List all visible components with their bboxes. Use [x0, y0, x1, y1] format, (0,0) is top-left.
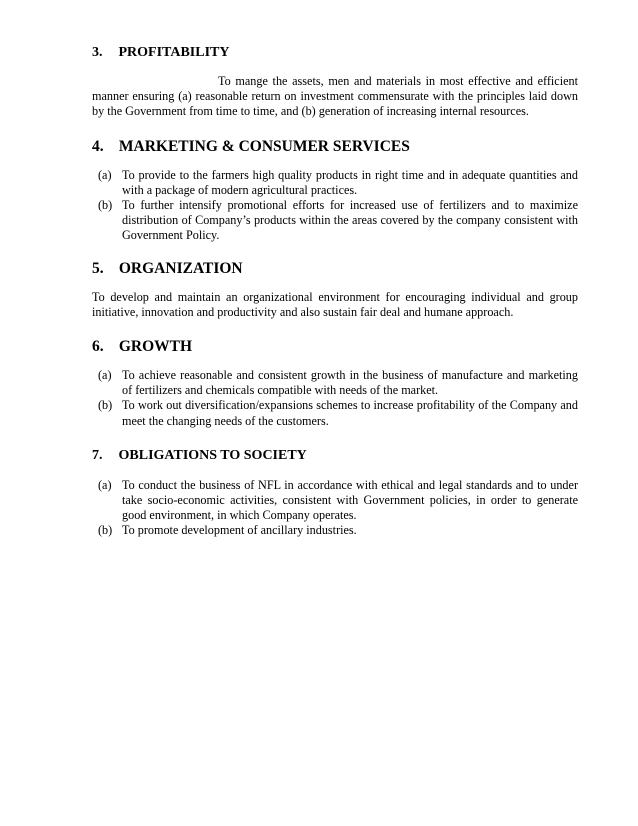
item-text: To promote development of ancillary industries.: [122, 523, 357, 538]
section-number: 5.: [92, 259, 104, 277]
section-organization: [92, 260, 578, 320]
section-number: 3.: [92, 45, 103, 60]
item-marker: (b): [98, 198, 113, 213]
section-title: OBLIGATIONS TO SOCIETY: [118, 447, 307, 463]
item-marker: (b): [98, 523, 113, 538]
section-profitability: [92, 44, 578, 120]
document-page: [92, 44, 578, 539]
list-item: [98, 523, 578, 538]
section-heading: [92, 447, 578, 465]
item-marker: (b): [98, 398, 113, 413]
section-title: GROWTH: [118, 338, 193, 356]
item-text: To achieve reasonable and consistent growth in the business of manufacture and marketing of fertilizers and chemicals compatible with needs of the market.: [122, 368, 578, 398]
section-title: MARKETING & CONSUMER SERVICES: [118, 137, 410, 155]
item-marker: (a): [98, 477, 112, 492]
section-heading: [92, 138, 578, 156]
section-paragraph: To mange the assets, men and materials in most effective and efficient manner ensuring (a) reasonable return on investment commensurate with the principles laid down by the Government from time to time, and (b) generation of increasing internal resources.: [92, 74, 578, 119]
item-marker: (a): [98, 368, 112, 383]
item-list: [92, 478, 578, 539]
list-item: [98, 168, 578, 198]
list-item: [98, 368, 578, 398]
item-text: To further intensify promotional efforts for increased use of fertilizers and to maximize distribution of Company’s products within the areas covered by the company consistent with Government Policy.: [122, 198, 578, 243]
section-paragraph: To develop and maintain an organizational environment for encouraging individual and group initiative, innovation and productivity and also sustain fair deal and humane approach.: [92, 289, 578, 319]
section-number: 4.: [92, 137, 104, 155]
section-title: PROFITABILITY: [118, 45, 230, 60]
item-text: To work out diversification/expansions schemes to increase profitability of the Company and meet the changing needs of the customers.: [122, 398, 578, 428]
section-title: ORGANIZATION: [118, 259, 243, 277]
list-item: [98, 198, 578, 244]
section-heading: [92, 260, 578, 278]
section-number: 6.: [92, 338, 104, 356]
section-growth: [92, 338, 578, 429]
section-number: 7.: [92, 447, 103, 463]
section-heading: [92, 44, 578, 62]
item-list: [92, 168, 578, 244]
section-marketing: [92, 138, 578, 244]
section-heading: [92, 338, 578, 356]
list-item: [98, 398, 578, 428]
item-text: To conduct the business of NFL in accordance with ethical and legal standards and to under take socio-economic activities, consistent with Government policies, in order to generate good environment, in which Company operates.: [122, 477, 578, 523]
section-obligations: [92, 447, 578, 539]
item-list: [92, 368, 578, 429]
item-text: To provide to the farmers high quality products in right time and in adequate quantities and with a package of modern agricultural practices.: [122, 167, 578, 197]
item-marker: (a): [98, 167, 112, 182]
list-item: [98, 478, 578, 524]
